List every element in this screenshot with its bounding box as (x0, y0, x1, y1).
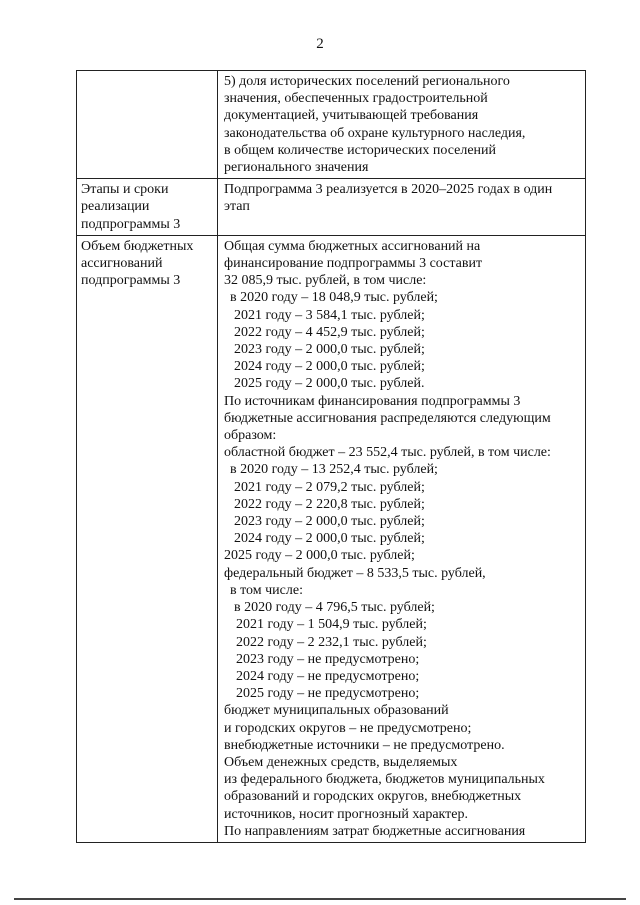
text-line: 2023 году – не предусмотрено; (236, 651, 420, 667)
text-line: в том числе: (230, 582, 303, 598)
text-line: 2025 году – 2 000,0 тыс. рублей; (224, 548, 415, 564)
label-line: подпрограммы 3 (81, 216, 181, 232)
text-line: областной бюджет – 23 552,4 тыс. рублей, в том числе: (224, 445, 551, 461)
label-line: Объем бюджетных (81, 238, 194, 254)
text-line: 2024 году – не предусмотрено; (236, 668, 420, 684)
text-line: финансирование подпрограммы 3 составит (224, 256, 483, 272)
passport-table (76, 70, 586, 843)
text-line: 2024 году – 2 000,0 тыс. рублей; (234, 359, 425, 375)
text-line: 2023 году – 2 000,0 тыс. рублей; (234, 342, 425, 358)
text-line: в 2020 году – 18 048,9 тыс. рублей; (230, 290, 438, 306)
table-row (77, 179, 586, 236)
text-line: федеральный бюджет – 8 533,5 тыс. рублей, (224, 565, 486, 581)
text-line: 2022 году – 2 220,8 тыс. рублей; (234, 496, 425, 512)
text-line: 2021 году – 2 079,2 тыс. рублей; (234, 479, 425, 495)
table-row (77, 71, 586, 179)
text-line: Объем денежных средств, выделяемых (224, 754, 458, 770)
row-content-budget (218, 235, 586, 842)
text-line: образом: (224, 428, 277, 444)
row-content-stages (218, 179, 586, 236)
text-line: бюджетные ассигнования распределяются следующим (224, 410, 551, 426)
label-line: ассигнований (81, 256, 163, 272)
text-line: 2024 году – 2 000,0 тыс. рублей; (234, 531, 425, 547)
text-line: в общем количестве исторических поселений (224, 142, 497, 158)
text-line: 5) доля исторических поселений регионального (224, 74, 510, 89)
text-line: образований и городских округов, внебюджетных (224, 789, 522, 805)
text-line: бюджет муниципальных образований (224, 703, 449, 719)
row-label-empty (77, 71, 218, 179)
text-line: 2022 году – 2 232,1 тыс. рублей; (236, 634, 427, 650)
text-line: По направлениям затрат бюджетные ассигнования (224, 823, 526, 839)
text-line: значения, обеспеченных градостроительной (224, 91, 488, 107)
label-line: подпрограммы 3 (81, 273, 181, 289)
text-line: в 2020 году – 13 252,4 тыс. рублей; (230, 462, 438, 478)
text-line: Подпрограмма 3 реализуется в 2020–2025 годах в один (224, 182, 553, 198)
text-line: в 2020 году – 4 796,5 тыс. рублей; (234, 600, 435, 616)
text-line: законодательства об охране культурного наследия, (224, 125, 526, 141)
text-line: регионального значения (224, 160, 369, 176)
text-line: 2025 году – 2 000,0 тыс. рублей. (234, 376, 425, 392)
text-line: из федерального бюджета, бюджетов муниципальных (224, 772, 545, 788)
text-line: 32 085,9 тыс. рублей, в том числе: (224, 273, 427, 289)
label-line: Этапы и сроки (81, 182, 169, 198)
row-content-historical-settlements (218, 71, 586, 179)
text-line: 2023 году – 2 000,0 тыс. рублей; (234, 514, 425, 530)
table-row (77, 235, 586, 842)
row-label-budget (77, 235, 218, 842)
text-line: документацией, учитывающей требования (224, 108, 479, 124)
text-line: внебюджетные источники – не предусмотрено. (224, 737, 505, 753)
text-line: 2021 году – 3 584,1 тыс. рублей; (234, 307, 425, 323)
text-line: По источникам финансирования подпрограммы 3 (224, 393, 521, 409)
page-number: 2 (316, 36, 324, 52)
text-line: и городских округов – не предусмотрено; (224, 720, 472, 736)
text-line: 2025 году – не предусмотрено; (236, 686, 420, 702)
text-line: 2022 году – 4 452,9 тыс. рублей; (234, 324, 425, 340)
text-line: этап (224, 199, 250, 215)
label-line: реализации (81, 199, 150, 215)
row-label-stages (77, 179, 218, 236)
text-line: источников, носит прогнозный характер. (224, 806, 469, 822)
text-line: Общая сумма бюджетных ассигнований на (224, 238, 481, 254)
text-line: 2021 году – 1 504,9 тыс. рублей; (236, 617, 427, 633)
page-bottom-rule (14, 898, 626, 900)
